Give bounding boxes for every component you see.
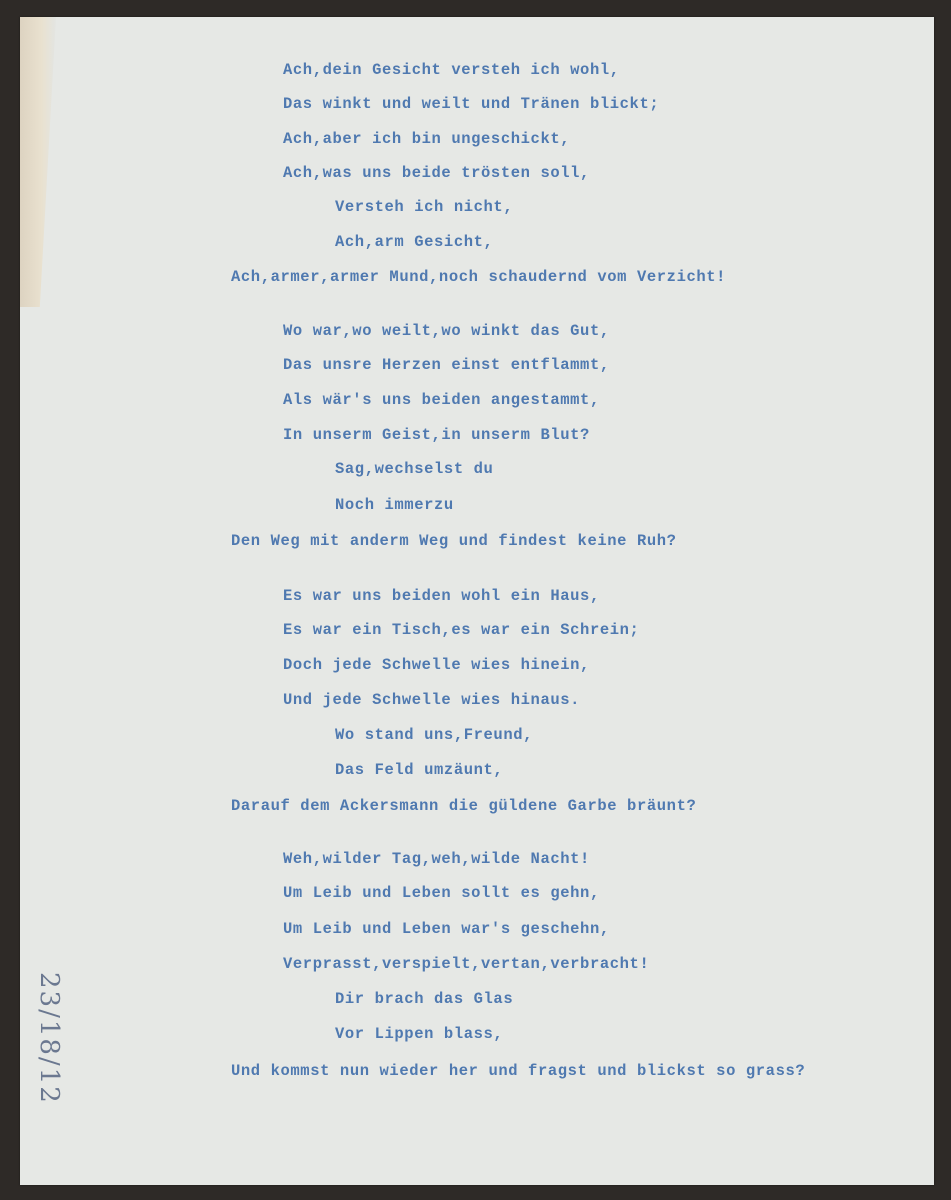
- poem-line: Und jede Schwelle wies hinaus.: [283, 691, 581, 709]
- poem-line: Vor Lippen blass,: [335, 1025, 504, 1043]
- archive-number-annotation: [34, 972, 74, 1122]
- poem-line: Dir brach das Glas: [335, 990, 514, 1008]
- poem-line: Ach,aber ich bin ungeschickt,: [283, 130, 571, 148]
- poem-line: Darauf dem Ackersmann die güldene Garbe bräunt?: [231, 797, 697, 815]
- poem-line: Als wär's uns beiden angestammt,: [283, 391, 600, 409]
- poem-line: Noch immerzu: [335, 496, 454, 514]
- poem-line: Um Leib und Leben war's geschehn,: [283, 920, 610, 938]
- poem-line: Verprasst,verspielt,vertan,verbracht!: [283, 955, 650, 973]
- poem-line: Doch jede Schwelle wies hinein,: [283, 656, 590, 674]
- poem-line: Sag,wechselst du: [335, 460, 494, 478]
- poem-line: Den Weg mit anderm Weg und findest keine Ruh?: [231, 532, 677, 550]
- poem-line: Ach,armer,armer Mund,noch schaudernd vom Verzicht!: [231, 268, 727, 286]
- poem-line: Ach,arm Gesicht,: [335, 233, 494, 251]
- poem-line: Das winkt und weilt und Tränen blickt;: [283, 95, 660, 113]
- poem-line: Wo stand uns,Freund,: [335, 726, 534, 744]
- poem-line: In unserm Geist,in unserm Blut?: [283, 426, 590, 444]
- poem-line: Es war ein Tisch,es war ein Schrein;: [283, 621, 640, 639]
- poem-line: Ach,was uns beide trösten soll,: [283, 164, 590, 182]
- poem-line: Wo war,wo weilt,wo winkt das Gut,: [283, 322, 610, 340]
- poem-line: Um Leib und Leben sollt es gehn,: [283, 884, 600, 902]
- poem-line: Weh,wilder Tag,weh,wilde Nacht!: [283, 850, 590, 868]
- poem-line: Versteh ich nicht,: [335, 198, 514, 216]
- poem-line: Das Feld umzäunt,: [335, 761, 504, 779]
- poem-line: Es war uns beiden wohl ein Haus,: [283, 587, 600, 605]
- archive-number-text: 23/18/12: [34, 972, 64, 1105]
- poem-line: Und kommst nun wieder her und fragst und blickst so grass?: [231, 1062, 806, 1080]
- poem-line: Ach,dein Gesicht versteh ich wohl,: [283, 61, 620, 79]
- poem-line: Das unsre Herzen einst entflammt,: [283, 356, 610, 374]
